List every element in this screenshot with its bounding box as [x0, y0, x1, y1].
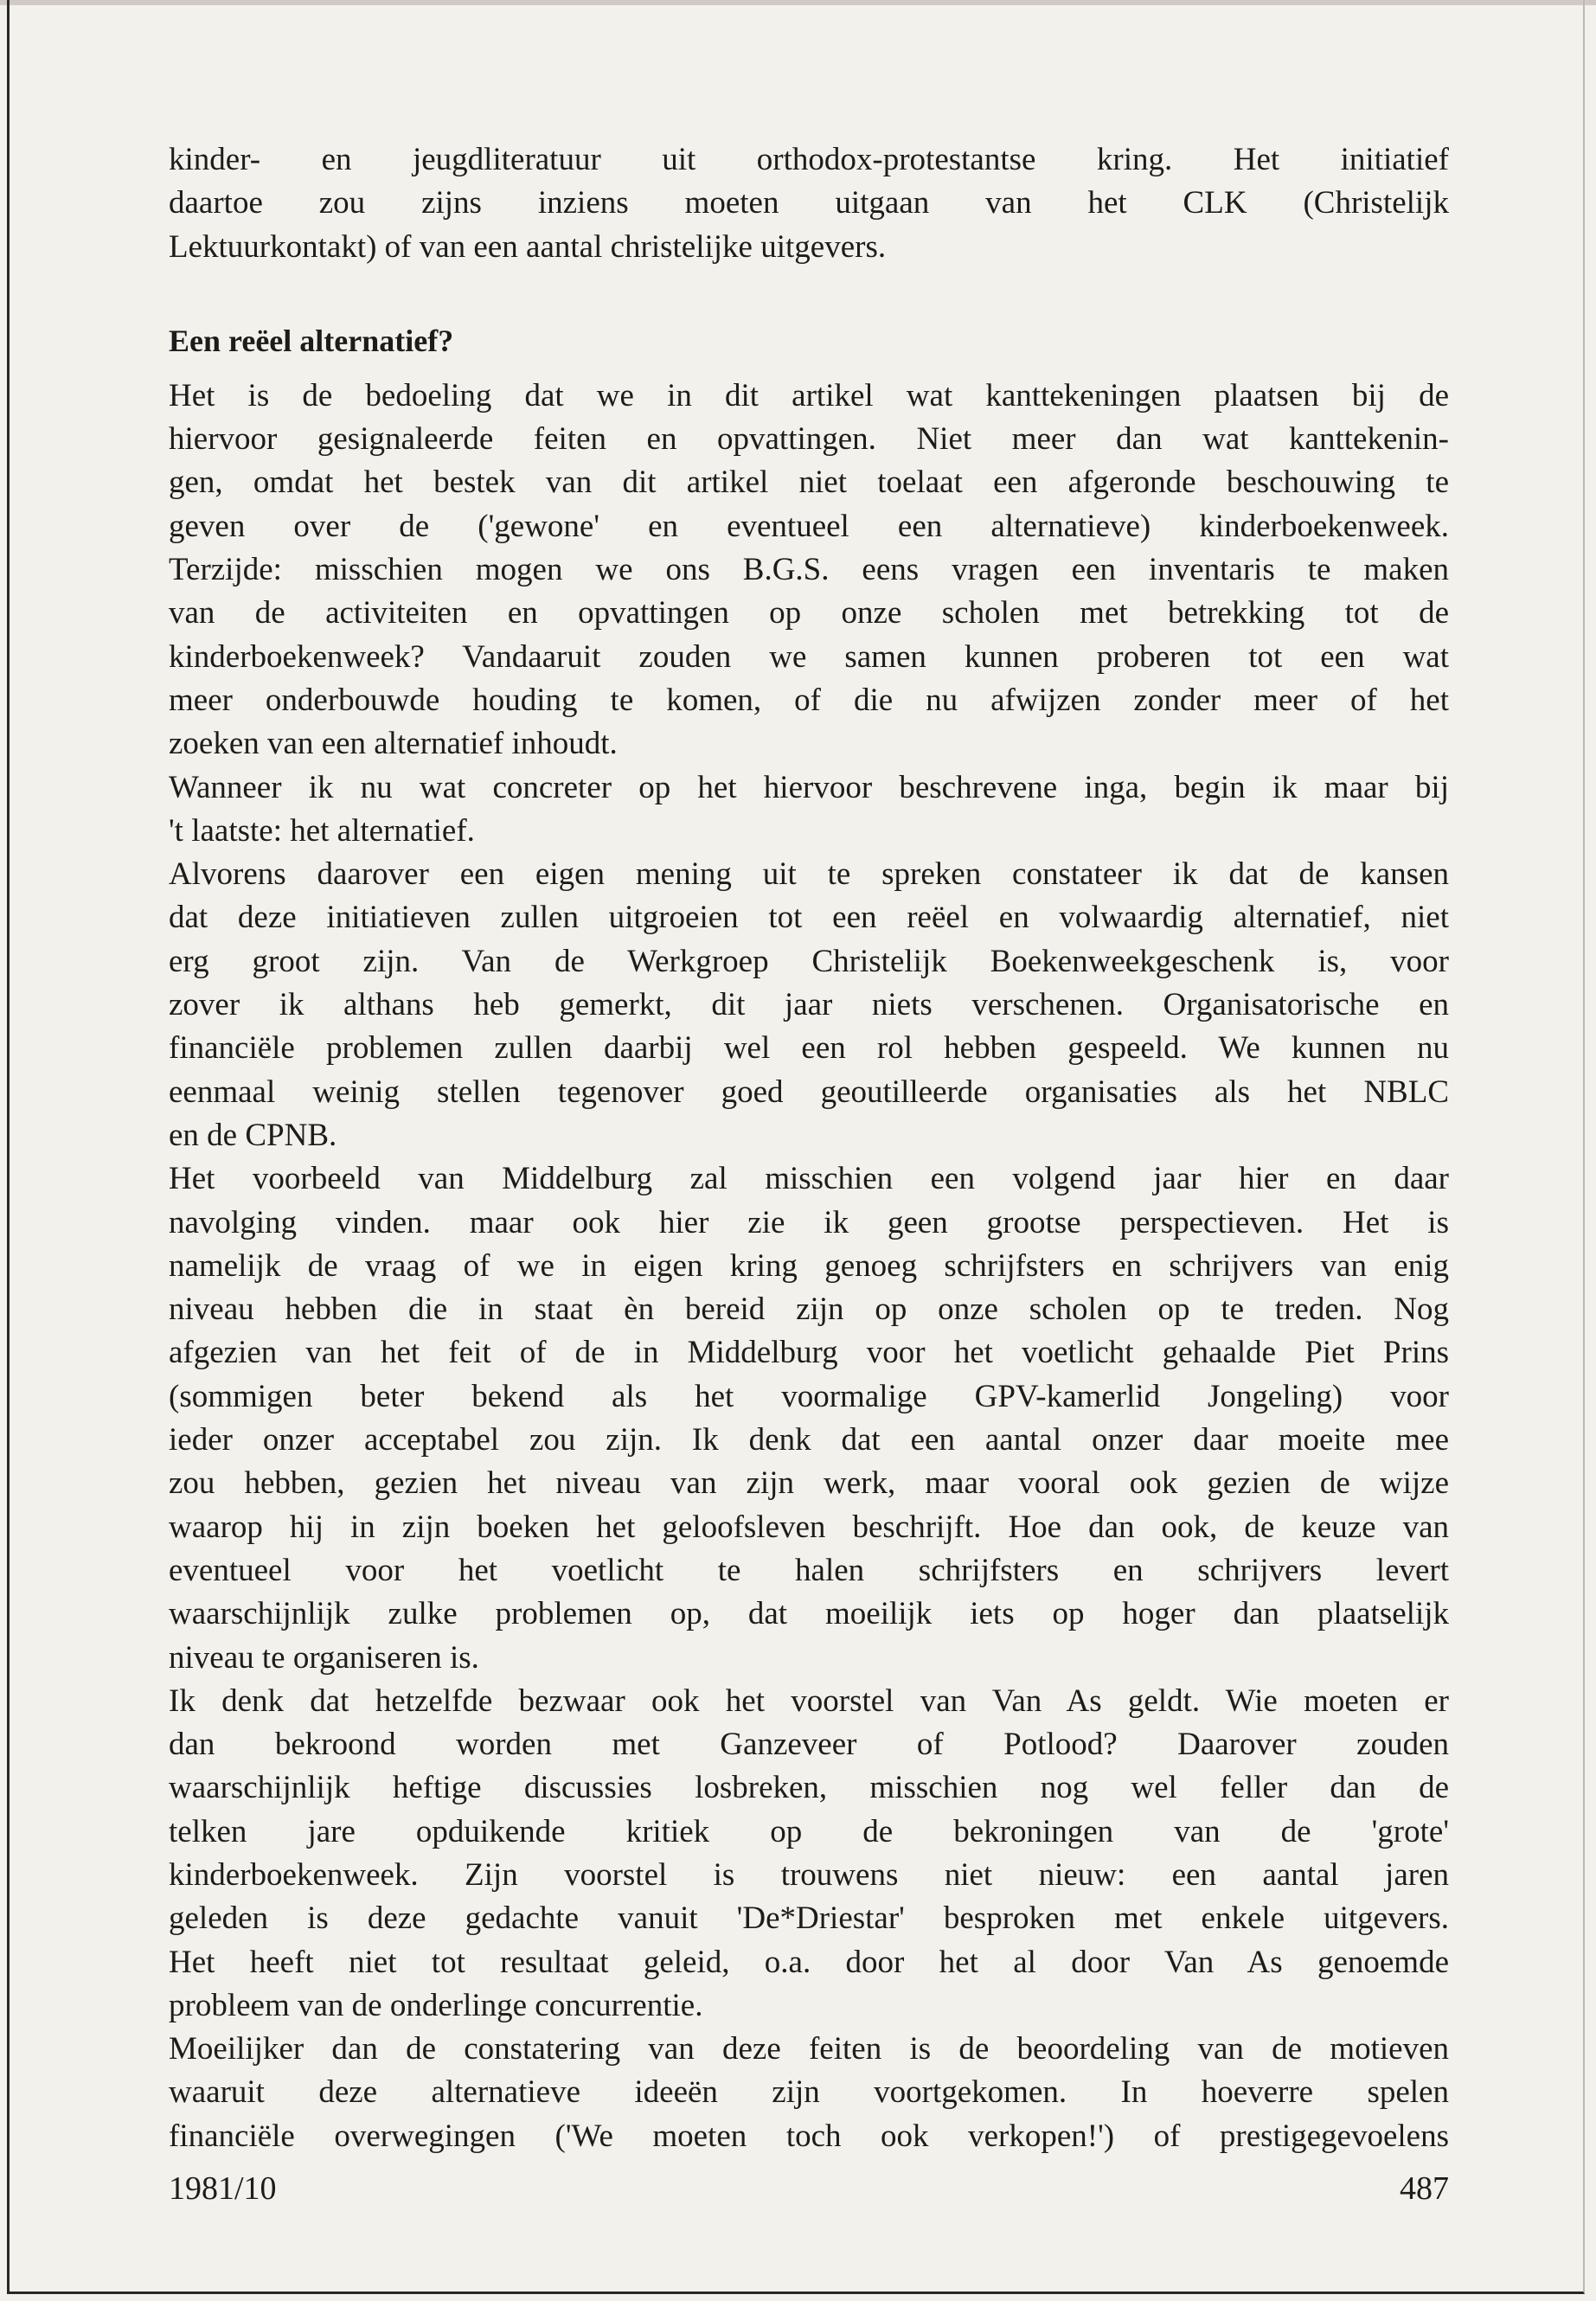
- section-heading: Een reëel alternatief?: [169, 323, 454, 358]
- text-line: ieder onzer acceptabel zou zijn. Ik denk dat een aantal onzer daar moeite mee: [169, 1422, 1449, 1458]
- text-line: niveau te organiseren is.: [169, 1639, 479, 1676]
- text-line: navolging vinden. maar ook hier zie ik geen grootse perspectieven. Het is: [169, 1204, 1449, 1240]
- text-line: niveau hebben die in staat èn bereid zijn op onze scholen op te treden. Nog: [169, 1292, 1449, 1328]
- text-line: Het heeft niet tot resultaat geleid, o.a. door het al door Van As genoemde: [169, 1944, 1449, 1980]
- paragraph: [169, 853, 1449, 1157]
- paragraph: [169, 766, 1449, 854]
- paragraph: [169, 1680, 1449, 2028]
- text-line: Het is de bedoeling dat we in dit artikel wat kanttekeningen plaatsen bij de: [169, 377, 1449, 413]
- text-line: eenmaal weinig stellen tegenover goed geoutilleerde organisaties als het NBLC: [169, 1074, 1449, 1110]
- text-line: Terzijde: misschien mogen we ons B.G.S. eens vragen een inventaris te maken: [169, 552, 1449, 588]
- intro-paragraph: [169, 138, 1449, 269]
- text-line: zou hebben, gezien het niveau van zijn werk, maar vooral ook gezien de wijze: [169, 1465, 1449, 1502]
- text-line: zoeken van een alternatief inhoudt.: [169, 726, 618, 762]
- paragraph: [169, 375, 1449, 766]
- page-number: 487: [1400, 2170, 1449, 2207]
- text-line: en de CPNB.: [169, 1117, 337, 1153]
- text-line: 't laatste: het alternatief.: [169, 812, 475, 849]
- text-line: waarschijnlijk zulke problemen op, dat moeilijk iets op hoger dan plaatselijk: [169, 1596, 1449, 1632]
- text-line: Wanneer ik nu wat concreter op het hiervoor beschrevene inga, begin ik maar bij: [169, 769, 1449, 805]
- text-line: afgezien van het feit of de in Middelburg voor het voetlicht gehaalde Piet Prins: [169, 1335, 1449, 1371]
- text-line: (sommigen beter bekend als het voormalige GPV-kamerlid Jongeling) voor: [169, 1378, 1449, 1414]
- text-line: geven over de ('gewone' en eventueel een alternatieve) kinderboekenweek.: [169, 508, 1449, 544]
- text-line: dat deze initiatieven zullen uitgroeien tot een reëel en volwaardig alternatief, niet: [169, 900, 1449, 936]
- text-column: [169, 138, 1449, 2158]
- paragraph: [169, 1157, 1449, 1680]
- text-line: Moeilijker dan de constatering van deze feiten is de beoordeling van de motieven: [169, 2031, 1449, 2067]
- text-line: kinder- en jeugdliteratuur uit orthodox-protestantse kring. Het initiatief: [169, 142, 1449, 177]
- text-line: waarop hij in zijn boeken het geloofsleven beschrijft. Hoe dan ook, de keuze van: [169, 1509, 1449, 1545]
- text-line: probleem van de onderlinge concurrentie.: [169, 1987, 703, 2023]
- text-line: erg groot zijn. Van de Werkgroep Christelijk Boekenweekgeschenk is, voor: [169, 943, 1449, 979]
- text-line: Lektuurkontakt) of van een aantal christelijke uitgevers.: [169, 228, 887, 265]
- text-line: kinderboekenweek? Vandaaruit zouden we samen kunnen proberen tot een wat: [169, 638, 1449, 675]
- text-line: Ik denk dat hetzelfde bezwaar ook het voorstel van Van As geldt. Wie moeten er: [169, 1682, 1449, 1719]
- text-line: Alvorens daarover een eigen mening uit te spreken constateer ik dat de kansen: [169, 856, 1449, 893]
- body-text: [169, 375, 1449, 2158]
- text-line: van de activiteiten en opvattingen op onze scholen met betrekking tot de: [169, 595, 1449, 631]
- text-line: Het voorbeeld van Middelburg zal misschien een volgend jaar hier en daar: [169, 1161, 1449, 1197]
- paragraph: [169, 2028, 1449, 2158]
- text-line: geleden is deze gedachte vanuit 'De*Driestar' besproken met enkele uitgevers.: [169, 1900, 1449, 1937]
- text-line: kinderboekenweek. Zijn voorstel is trouwens niet nieuw: een aantal jaren: [169, 1856, 1449, 1893]
- text-line: waarschijnlijk heftige discussies losbreken, misschien nog wel feller dan de: [169, 1770, 1449, 1806]
- text-line: gen, omdat het bestek van dit artikel niet toelaat een afgeronde beschouwing te: [169, 465, 1449, 501]
- text-line: namelijk de vraag of we in eigen kring genoeg schrijfsters en schrijvers van enig: [169, 1247, 1449, 1284]
- text-line: waaruit deze alternatieve ideeën zijn voortgekomen. In hoeverre spelen: [169, 2074, 1449, 2111]
- text-line: hiervoor gesignaleerde feiten en opvattingen. Niet meer dan wat kanttekenin-: [169, 421, 1449, 458]
- text-line: eventueel voor het voetlicht te halen schrijfsters en schrijvers levert: [169, 1552, 1449, 1588]
- text-line: dan bekroond worden met Ganzeveer of Potlood? Daarover zouden: [169, 1727, 1449, 1763]
- text-line: daartoe zou zijns inziens moeten uitgaan van het CLK (Christelijk: [169, 185, 1449, 221]
- text-line: financiële overwegingen ('We moeten toch ook verkopen!') of prestigegevoelens: [169, 2118, 1449, 2154]
- issue-number: 1981/10: [169, 2170, 277, 2207]
- text-line: meer onderbouwde houding te komen, of die nu afwijzen zonder meer of het: [169, 682, 1449, 718]
- text-line: telken jare opduikende kritiek op de bekroningen van de 'grote': [169, 1813, 1449, 1849]
- text-line: zover ik althans heb gemerkt, dit jaar niets verschenen. Organisatorische en: [169, 987, 1449, 1023]
- text-line: financiële problemen zullen daarbij wel een rol hebben gespeeld. We kunnen nu: [169, 1030, 1449, 1067]
